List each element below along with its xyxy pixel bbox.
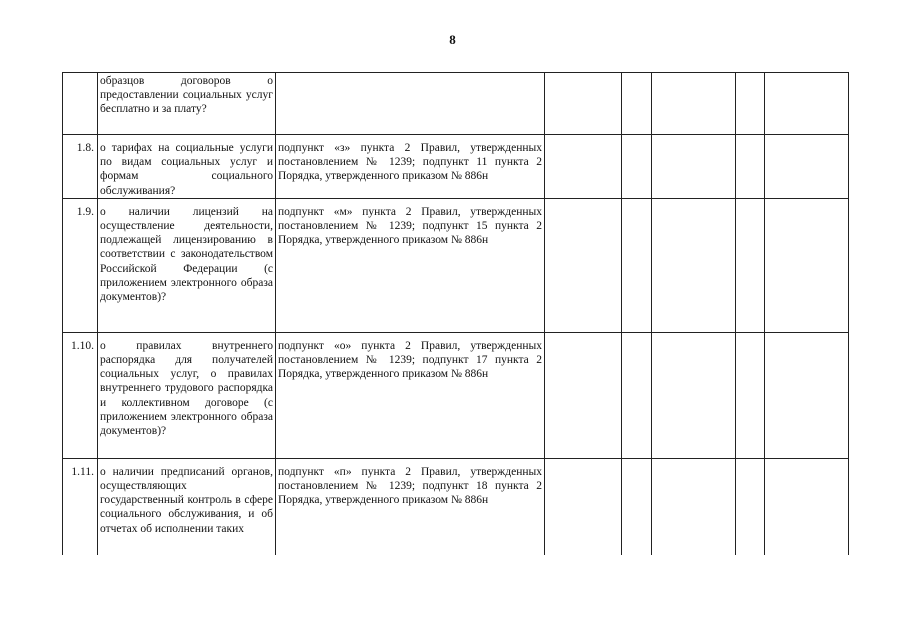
row-number — [63, 73, 98, 135]
empty-cell — [622, 135, 652, 199]
empty-cell — [545, 135, 622, 199]
question-text: о правилах внутреннего распорядка для получателей социальных услуг, о правилах внутреннего трудового распорядка и коллективном договоре (с приложением электронного образа документов)? — [98, 332, 276, 458]
empty-cell — [765, 458, 849, 555]
table-row — [63, 135, 849, 199]
row-number: 1.9. — [63, 198, 98, 332]
empty-cell — [765, 135, 849, 199]
empty-cell — [736, 332, 765, 458]
legal-basis-text: подпункт «м» пункта 2 Правил, утвержденных постановлением № 1239; подпункт 15 пункта 2 Порядка, утвержденного приказом № 886н — [276, 198, 545, 332]
empty-cell — [736, 73, 765, 135]
page-number: 8 — [449, 32, 456, 47]
table-row — [63, 73, 849, 135]
empty-cell — [765, 332, 849, 458]
row-number: 1.8. — [63, 135, 98, 199]
empty-cell — [736, 198, 765, 332]
question-text: о наличии лицензий на осуществление деятельности, подлежащей лицензированию в соответствии с законодательством Российской Федерации (с приложением электронного образа документов)? — [98, 198, 276, 332]
legal-basis-text: подпункт «о» пункта 2 Правил, утвержденных постановлением № 1239; подпункт 17 пункта 2 Порядка, утвержденного приказом № 886н — [276, 332, 545, 458]
question-text: о наличии предписаний органов, осуществляющих государственный контроль в сфере социального обслуживания, и об отчетах об исполнении таких — [98, 458, 276, 555]
empty-cell — [652, 198, 736, 332]
table-row — [63, 198, 849, 332]
empty-cell — [765, 198, 849, 332]
empty-cell — [652, 332, 736, 458]
empty-cell — [622, 198, 652, 332]
empty-cell — [736, 135, 765, 199]
empty-cell — [622, 458, 652, 555]
legal-basis-text: подпункт «з» пункта 2 Правил, утвержденных постановлением № 1239; подпункт 11 пункта 2 Порядка, утвержденного приказом № 886н — [276, 135, 545, 199]
empty-cell — [622, 332, 652, 458]
empty-cell — [652, 458, 736, 555]
legal-basis-text: подпункт «п» пункта 2 Правил, утвержденных постановлением № 1239; подпункт 18 пункта 2 Порядка, утвержденного приказом № 886н — [276, 458, 545, 555]
empty-cell — [736, 458, 765, 555]
row-number: 1.10. — [63, 332, 98, 458]
empty-cell — [652, 135, 736, 199]
empty-cell — [545, 198, 622, 332]
empty-cell — [545, 332, 622, 458]
question-text: о тарифах на социальные услуги по видам социальных услуг и формам социального обслуживания? — [98, 135, 276, 199]
legal-basis-text — [276, 73, 545, 135]
row-number: 1.11. — [63, 458, 98, 555]
question-text: образцов договоров о предоставлении социальных услуг бесплатно и за плату? — [98, 73, 276, 135]
table-row — [63, 332, 849, 458]
empty-cell — [545, 458, 622, 555]
checklist-table — [62, 72, 849, 555]
empty-cell — [765, 73, 849, 135]
empty-cell — [622, 73, 652, 135]
table-row — [63, 458, 849, 555]
empty-cell — [545, 73, 622, 135]
empty-cell — [652, 73, 736, 135]
